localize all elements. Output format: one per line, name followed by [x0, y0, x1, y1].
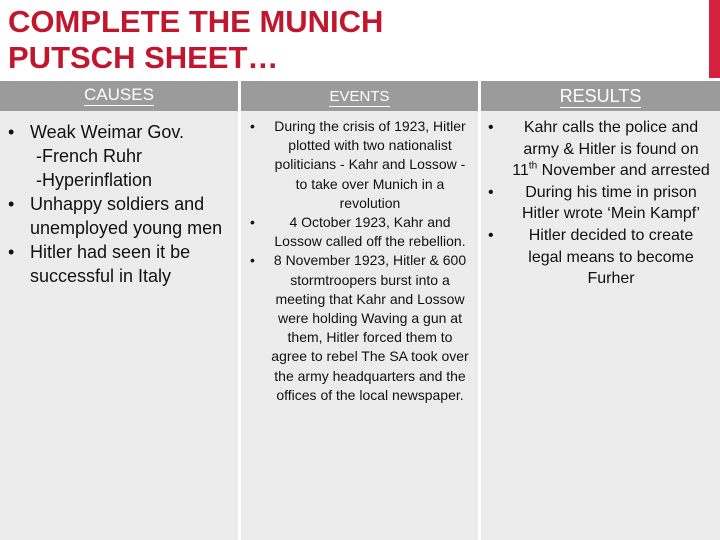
event-text: During the crisis of 1923, Hitler plotted with two nationalist politicians - Kahr and Lossow - to take over Munich in a revolution: [274, 118, 466, 211]
bullet-icon: •: [8, 122, 15, 142]
results-header-label: RESULTS: [559, 86, 642, 106]
cause-item: [8, 240, 232, 288]
title-line-1: COMPLETE THE MUNICH: [8, 4, 384, 39]
page-title: [8, 4, 648, 76]
events-header-label: EVENTS: [329, 88, 390, 105]
causes-header: [0, 81, 238, 111]
event-item: [249, 251, 470, 405]
results-header: [481, 81, 720, 111]
result-text: Hitler decided to create legal means to become Furher: [528, 226, 694, 288]
causes-column: [0, 81, 238, 540]
event-item: [249, 213, 470, 251]
bullet-icon: •: [8, 194, 15, 214]
result-item: [487, 182, 712, 225]
bullet-icon: •: [8, 242, 15, 262]
cause-item: [8, 192, 232, 240]
events-header: [241, 81, 478, 111]
results-list: [481, 111, 720, 290]
ordinal-suffix: th: [528, 160, 538, 172]
event-text: 8 November 1923, Hitler & 600 stormtroopers burst into a meeting that Kahr and Lossow were holding Waving a gun at them, Hitler forced them to agree to rebel The SA took over the army headquarters and the offices of the local newspaper.: [271, 252, 469, 403]
cause-subpoint: -French Ruhr: [36, 146, 143, 166]
result-item: [487, 117, 712, 182]
bullet-icon: •: [250, 214, 255, 231]
result-text: During his time in prison Hitler wrote ‘Mein Kampf’: [521, 183, 701, 223]
results-column: [481, 81, 720, 540]
bullet-icon: •: [488, 119, 494, 136]
event-text: 4 October 1923, Kahr and Lossow called off the rebellion.: [274, 214, 466, 250]
result-text-continued: November and arrested: [537, 162, 710, 180]
cause-item: [8, 120, 232, 192]
events-column: [241, 81, 478, 540]
bullet-icon: •: [488, 226, 494, 244]
cause-text: Weak Weimar Gov.: [30, 122, 185, 142]
causes-header-label: CAUSES: [84, 85, 154, 104]
cause-text: Hitler had seen it be successful in Italy: [30, 242, 191, 286]
event-item: [249, 117, 470, 213]
accent-bar: [709, 0, 720, 78]
bullet-icon: •: [250, 118, 255, 134]
title-line-2: PUTSCH SHEET…: [8, 40, 279, 75]
causes-list: [0, 111, 238, 288]
cause-subpoint: -Hyperinflation: [36, 170, 153, 190]
bullet-icon: •: [250, 252, 255, 269]
cause-text: Unhappy soldiers and unemployed young men: [30, 194, 223, 238]
result-text: Kahr calls the police and army & Hitler is found on 11: [512, 119, 699, 180]
result-item: [487, 225, 712, 290]
bullet-icon: •: [488, 183, 494, 201]
events-list: [241, 111, 478, 405]
